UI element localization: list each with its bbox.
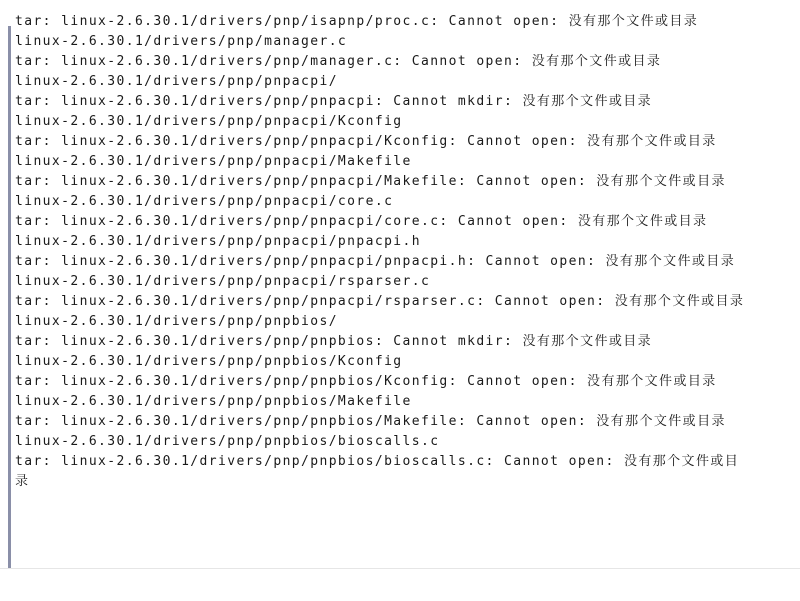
terminal-line: tar: linux-2.6.30.1/drivers/pnp/pnpacpi/Makefile: Cannot open: 没有那个文件或目录 xyxy=(15,174,726,189)
terminal-line: linux-2.6.30.1/drivers/pnp/manager.c xyxy=(15,34,348,49)
terminal-line: tar: linux-2.6.30.1/drivers/pnp/pnpbios/bioscalls.c: Cannot open: 没有那个文件或目录 xyxy=(15,454,740,489)
terminal-line: tar: linux-2.6.30.1/drivers/pnp/pnpacpi/Kconfig: Cannot open: 没有那个文件或目录 xyxy=(15,134,717,149)
terminal-line: linux-2.6.30.1/drivers/pnp/pnpbios/Makefile xyxy=(15,394,412,409)
terminal-line: tar: linux-2.6.30.1/drivers/pnp/pnpacpi/pnpacpi.h: Cannot open: 没有那个文件或目录 xyxy=(15,254,736,269)
terminal-line: tar: linux-2.6.30.1/drivers/pnp/pnpacpi/core.c: Cannot open: 没有那个文件或目录 xyxy=(15,214,708,229)
terminal-line: tar: linux-2.6.30.1/drivers/pnp/manager.c: Cannot open: 没有那个文件或目录 xyxy=(15,54,662,69)
terminal-line: linux-2.6.30.1/drivers/pnp/pnpacpi/pnpacpi.h xyxy=(15,234,421,249)
terminal-line: linux-2.6.30.1/drivers/pnp/pnpacpi/rsparser.c xyxy=(15,274,431,289)
terminal-line: tar: linux-2.6.30.1/drivers/pnp/pnpacpi: Cannot mkdir: 没有那个文件或目录 xyxy=(15,94,653,109)
terminal-line: tar: linux-2.6.30.1/drivers/pnp/pnpacpi/rsparser.c: Cannot open: 没有那个文件或目录 xyxy=(15,294,745,309)
terminal-line: linux-2.6.30.1/drivers/pnp/pnpacpi/ xyxy=(15,74,338,89)
bottom-area xyxy=(0,568,800,601)
terminal-line: tar: linux-2.6.30.1/drivers/pnp/pnpbios: Cannot mkdir: 没有那个文件或目录 xyxy=(15,334,653,349)
terminal-line: linux-2.6.30.1/drivers/pnp/pnpacpi/Makefile xyxy=(15,154,412,169)
terminal-line: linux-2.6.30.1/drivers/pnp/pnpbios/ xyxy=(15,314,338,329)
left-border xyxy=(8,26,11,568)
terminal-line: tar: linux-2.6.30.1/drivers/pnp/isapnp/proc.c: Cannot open: 没有那个文件或目录 xyxy=(15,14,699,29)
terminal-line: tar: linux-2.6.30.1/drivers/pnp/pnpbios/Makefile: Cannot open: 没有那个文件或目录 xyxy=(15,414,726,429)
terminal-line: tar: linux-2.6.30.1/drivers/pnp/pnpbios/Kconfig: Cannot open: 没有那个文件或目录 xyxy=(15,374,717,389)
terminal-output[interactable] xyxy=(15,14,745,568)
terminal-lines xyxy=(15,12,745,492)
terminal-line: linux-2.6.30.1/drivers/pnp/pnpbios/bioscalls.c xyxy=(15,434,440,449)
terminal-line: linux-2.6.30.1/drivers/pnp/pnpacpi/core.c xyxy=(15,194,394,209)
terminal-line: linux-2.6.30.1/drivers/pnp/pnpbios/Kconfig xyxy=(15,354,403,369)
terminal-line: linux-2.6.30.1/drivers/pnp/pnpacpi/Kconfig xyxy=(15,114,403,129)
